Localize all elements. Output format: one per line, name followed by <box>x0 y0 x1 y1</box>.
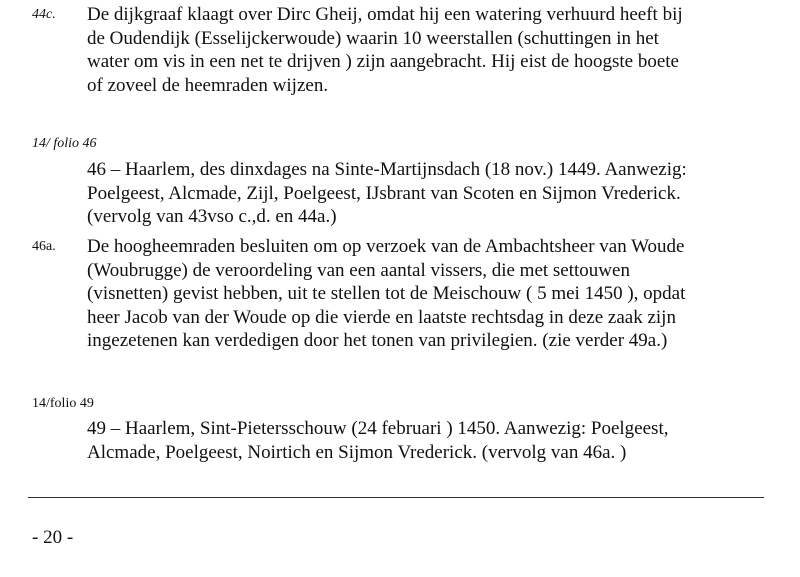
text-line: heer Jacob van der Woude op die vierde en laatste rechtsdag in deze zaak zijn <box>87 306 676 328</box>
text-line: 46 – Haarlem, des dinxdages na Sinte-Martijnsdach (18 nov.) 1449. Aanwezig: <box>87 159 687 180</box>
text-line: water om vis in een net te drijven ) zijn aangebracht. Hij eist de hoogste boete <box>87 51 679 72</box>
entry-label: 44c. <box>32 7 56 22</box>
folio-reference: 14/ folio 46 <box>32 136 97 151</box>
entry-text <box>87 235 777 353</box>
text-line: Poelgeest, Alcmade, Zijl, Poelgeest, IJsbrant van Scoten en Sijmon Vrederick. <box>87 182 681 204</box>
text-line: (vervolg van 43vso c.,d. en 44a.) <box>87 206 337 227</box>
entry-text <box>87 417 777 464</box>
page-number: - 20 - <box>32 527 74 548</box>
text-line: ingezetenen kan verdedigen door het tonen van privilegien. (zie verder 49a.) <box>87 330 668 351</box>
text-line: De dijkgraaf klaagt over Dirc Gheij, omdat hij een watering verhuurd heeft bij <box>87 4 683 25</box>
entry-label: 46a. <box>32 239 56 254</box>
entry-text <box>87 158 777 229</box>
entry-text <box>87 3 777 97</box>
text-line: Alcmade, Poelgeest, Noirtich en Sijmon Vrederick. (vervolg van 46a. ) <box>87 441 627 463</box>
text-line: (Woubrugge) de veroordeling van een aantal vissers, die met settouwen <box>87 259 630 281</box>
text-line: (visnetten) gevist hebben, uit te stellen tot de Meischouw ( 5 mei 1450 ), opdat <box>87 283 686 304</box>
folio-reference: 14/folio 49 <box>32 396 94 411</box>
text-line: of zoveel de heemraden wijzen. <box>87 74 329 96</box>
text-line: de Oudendijk (Esselijckerwoude) waarin 10 weerstallen (schuttingen in het <box>87 27 659 49</box>
footer-divider <box>28 497 764 498</box>
text-line: De hoogheemraden besluiten om op verzoek van de Ambachtsheer van Woude <box>87 236 685 257</box>
text-line: 49 – Haarlem, Sint-Pietersschouw (24 februari ) 1450. Aanwezig: Poelgeest, <box>87 418 669 439</box>
